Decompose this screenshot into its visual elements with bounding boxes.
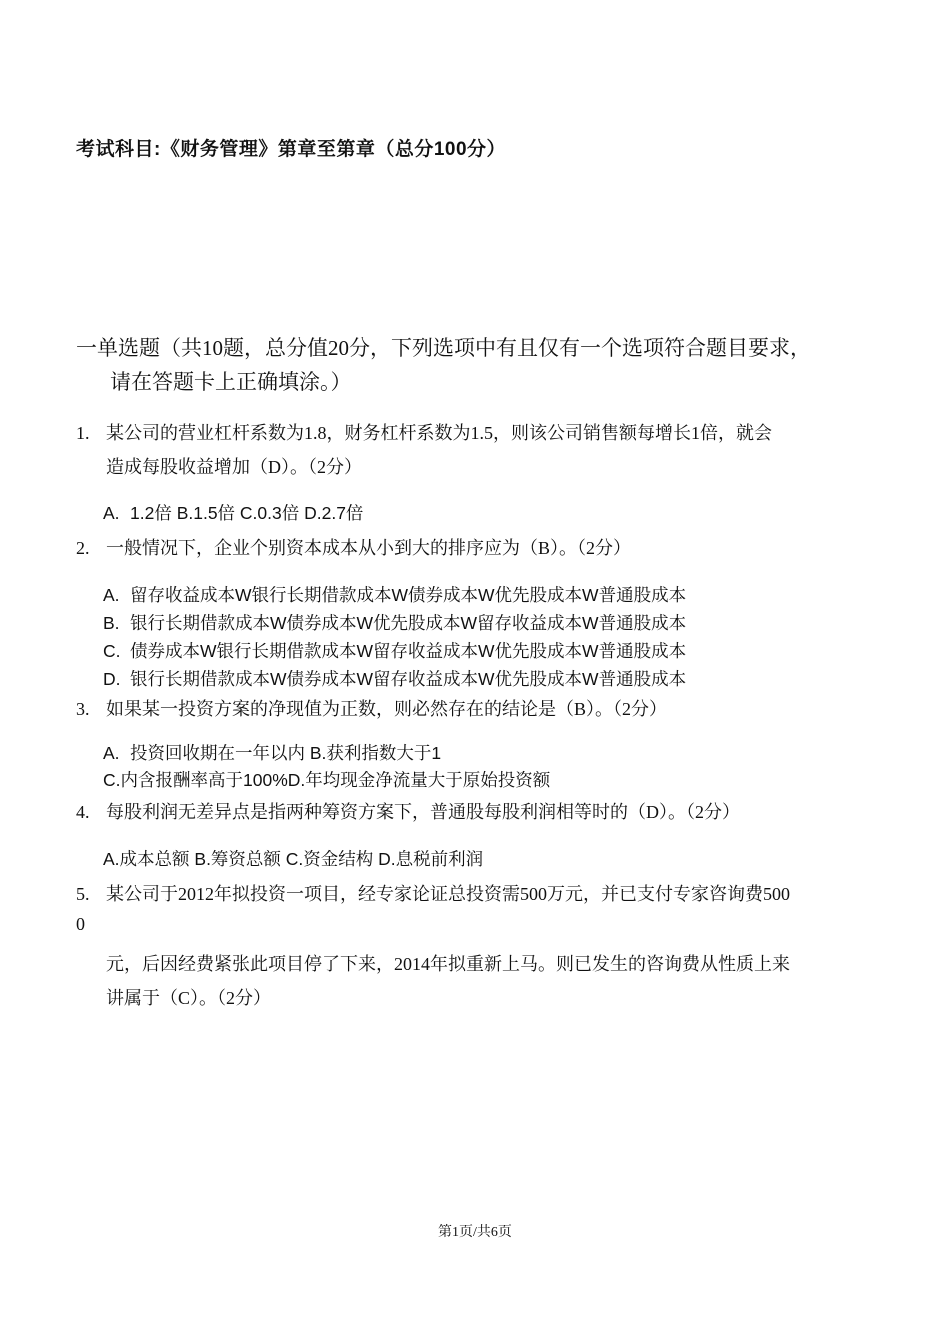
question-5-wrap: 0 — [76, 914, 85, 934]
option-c — [103, 638, 686, 663]
question-5 — [76, 880, 790, 906]
option-letter: A. — [103, 503, 120, 523]
exam-title: 考试科目:《财务管理》第章至第章（总分100分） — [76, 139, 507, 160]
option-letter: A. — [103, 743, 120, 763]
question-text: 每股利润无差异点是指两种筹资方案下，普通股每股利润相等时的（D）。（2分） — [106, 802, 740, 822]
option-text: A.成本总额 B.筹资总额 C.资金结构 D.息税前利润 — [103, 849, 484, 869]
option-line — [103, 846, 483, 871]
section-title — [76, 331, 876, 399]
option-c-d — [103, 767, 550, 792]
question-4 — [76, 798, 740, 824]
option-text: 银行长期借款成本W债券成本W优先股成本W留存收益成本W普通股成本 — [130, 613, 687, 633]
option-a — [103, 582, 686, 607]
section-title-line1: 一单选题（共10题，总分值20分，下列选项中有且仅有一个选项符合题目要求， — [76, 336, 811, 360]
question-text: 某公司于2012年拟投资一项目，经专家论证总投资需500万元，并已支付专家咨询费500 — [106, 884, 790, 904]
page-footer: 第1页/共6页 — [438, 1225, 512, 1240]
question-number: 5. — [76, 884, 90, 904]
option-text: 投资回收期在一年以内 B.获利指数大于1 — [130, 743, 442, 763]
option-letter: B. — [103, 613, 120, 633]
question-text: 某公司的营业杠杆系数为1.8，财务杠杆系数为1.5，则该公司销售额每增长1倍，就会 — [106, 423, 772, 443]
option-text: 1.2倍 B.1.5倍 C.0.3倍 D.2.7倍 — [130, 503, 364, 523]
option-text: 银行长期借款成本W债券成本W留存收益成本W优先股成本W普通股成本 — [130, 669, 687, 689]
question-3 — [76, 695, 667, 721]
question-number: 2. — [76, 538, 90, 558]
option-a — [103, 500, 363, 525]
question-number: 1. — [76, 423, 90, 443]
section-title-line2: 请在答题卡上正确填涂。） — [110, 370, 352, 394]
question-number: 4. — [76, 802, 90, 822]
question-2 — [76, 534, 631, 560]
question-1 — [76, 419, 772, 445]
option-text: 留存收益成本W银行长期借款成本W债券成本W优先股成本W普通股成本 — [130, 585, 687, 605]
question-1-line2: 造成每股收益增加（D）。（2分） — [106, 457, 362, 477]
question-5-line3: 讲属于（C）。（2分） — [106, 988, 272, 1008]
option-b — [103, 610, 686, 635]
question-5-line2: 元，后因经费紧张此项目停了下来，2014年拟重新上马。则已发生的咨询费从性质上来 — [106, 954, 790, 974]
option-text: 债券成本W银行长期借款成本W留存收益成本W优先股成本W普通股成本 — [130, 641, 687, 661]
option-letter: A. — [103, 585, 120, 605]
option-d — [103, 666, 686, 691]
option-letter: D. — [103, 669, 121, 689]
question-text: 一般情况下，企业个别资本成本从小到大的排序应为（B）。（2分） — [106, 538, 632, 558]
question-number: 3. — [76, 699, 90, 719]
option-a — [103, 740, 441, 765]
option-text: C.内含报酬率高于100%D.年均现金净流量大于原始投资额 — [103, 770, 551, 790]
question-text: 如果某一投资方案的净现值为正数，则必然存在的结论是（B）。（2分） — [106, 699, 668, 719]
option-letter: C. — [103, 641, 121, 661]
